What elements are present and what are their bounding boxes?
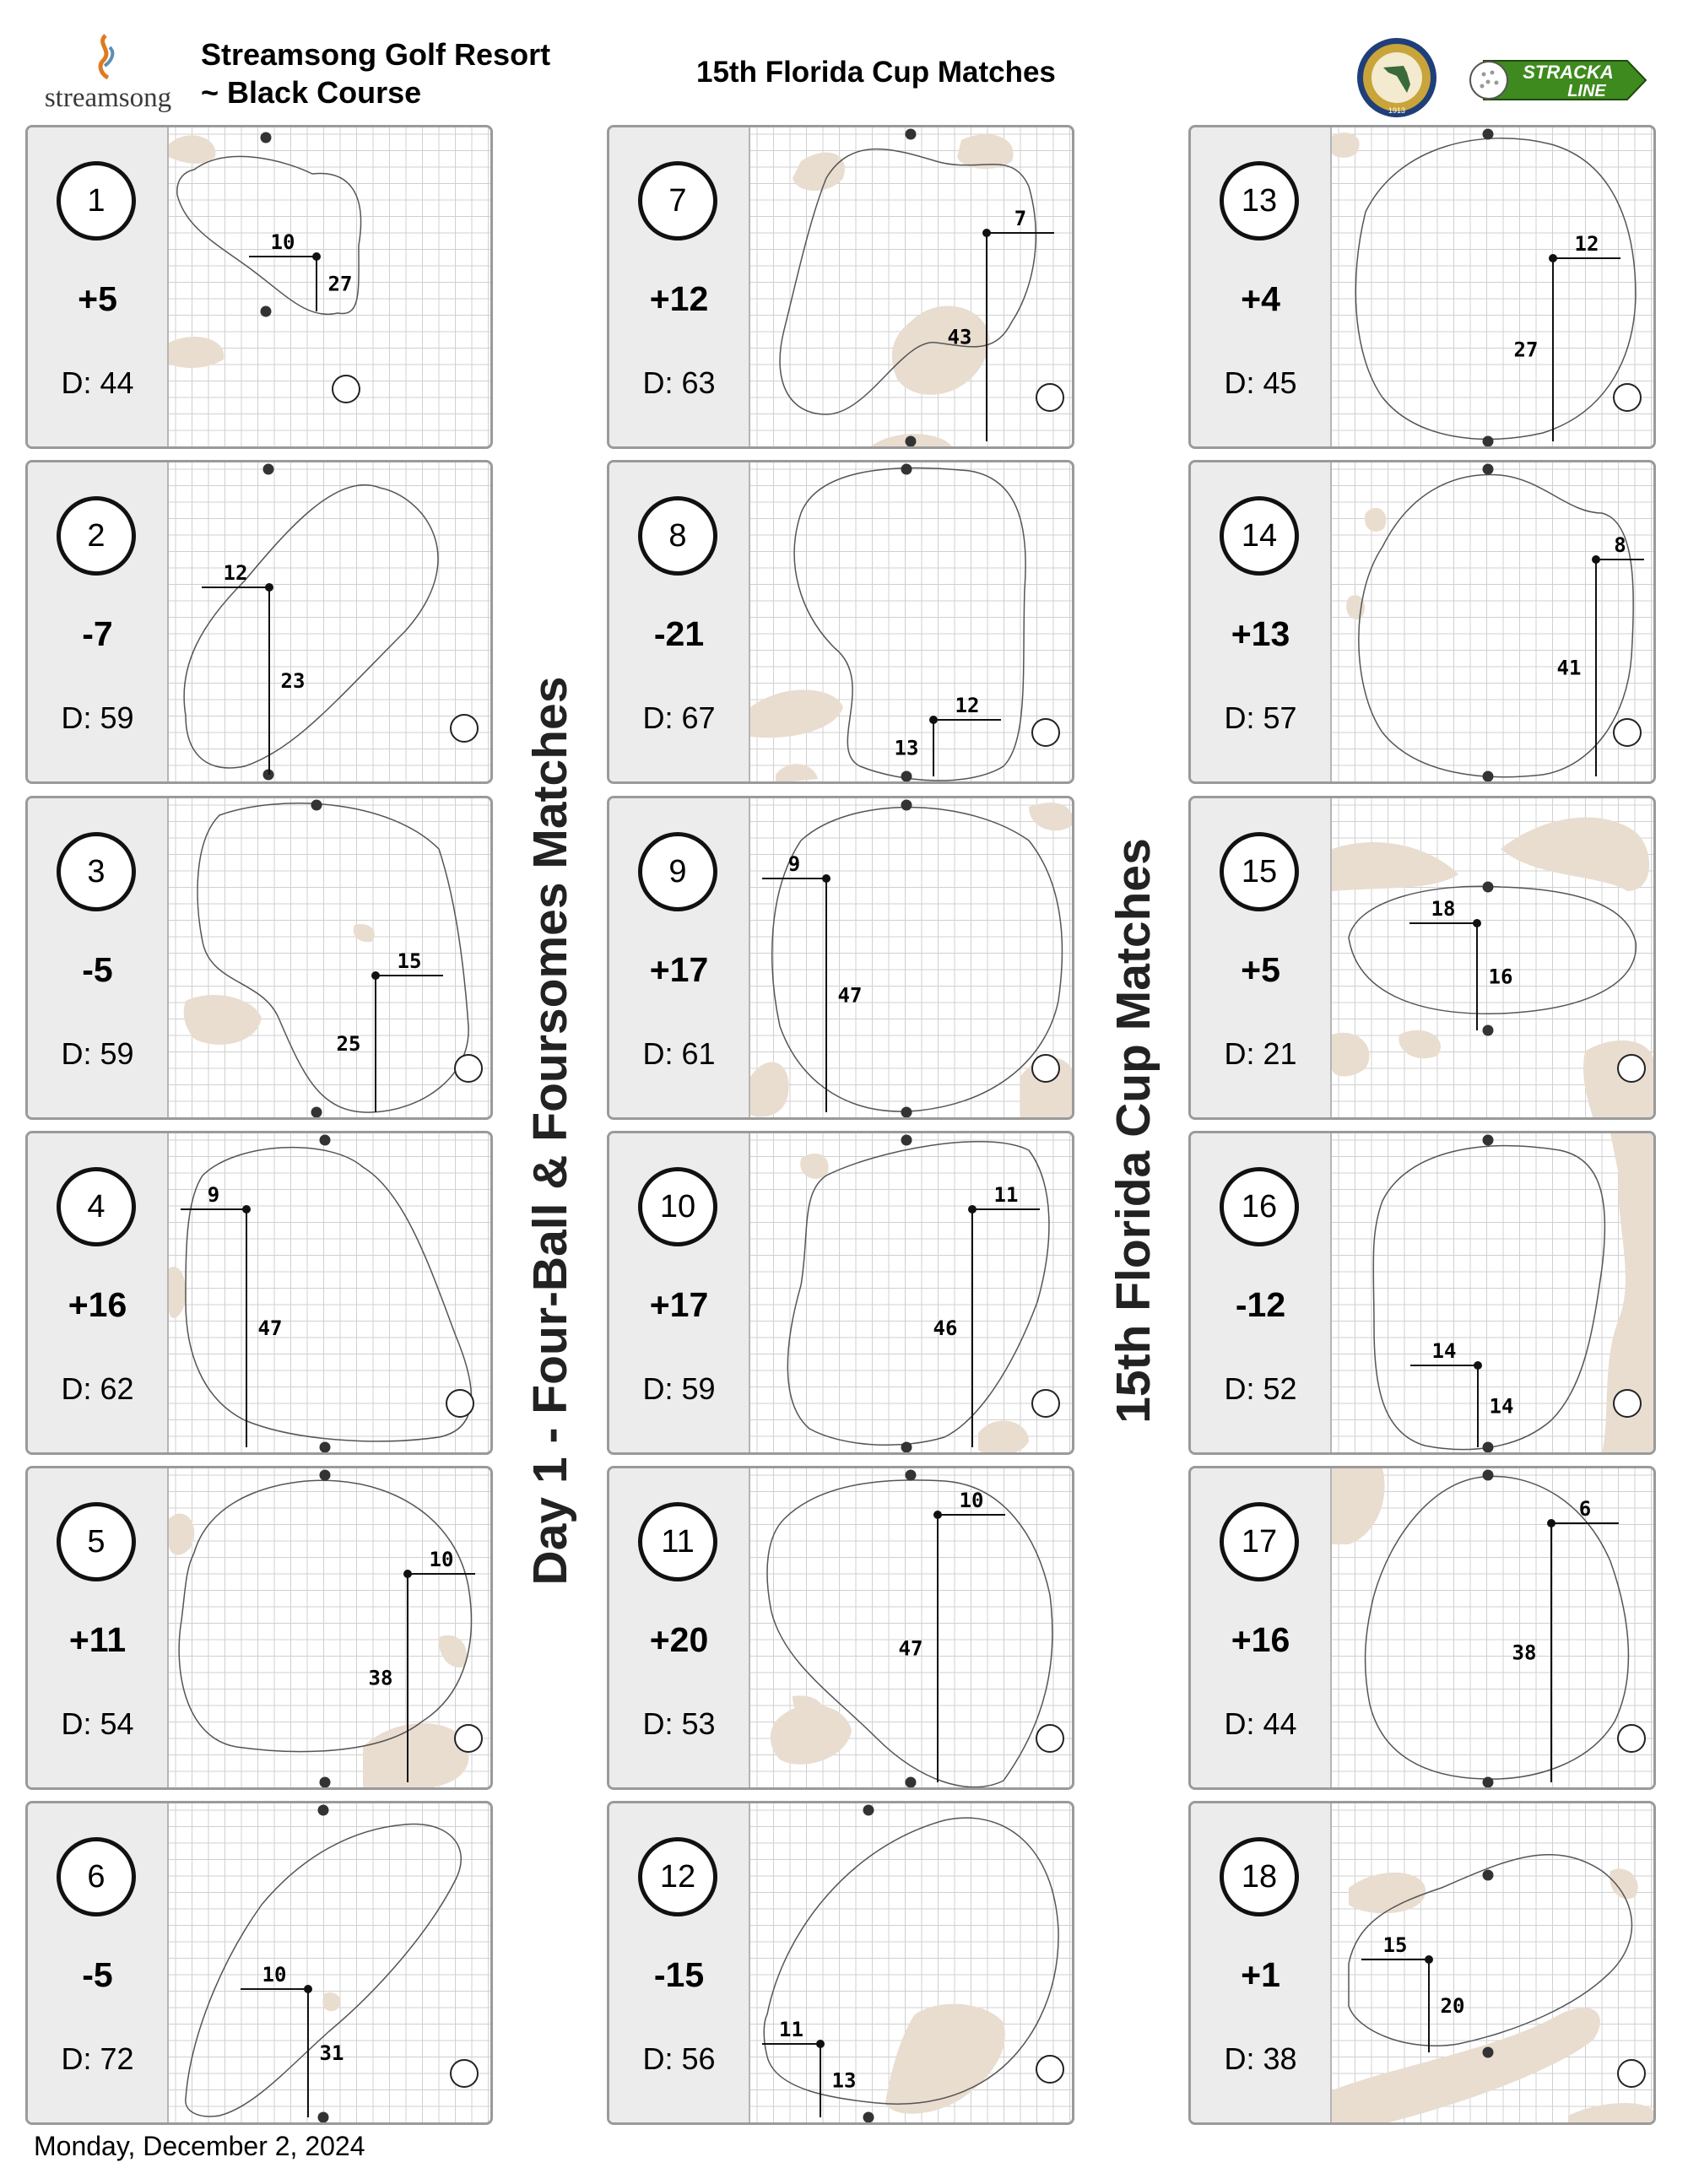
hole-number: 3: [57, 832, 136, 911]
front-distance-label: 38: [368, 1666, 393, 1690]
green-marker: [311, 800, 322, 811]
green-marker: [901, 1107, 912, 1118]
pin-position: +11: [68, 1620, 127, 1659]
hole-info-panel: [609, 462, 750, 781]
green-marker: [1483, 1470, 1494, 1481]
bunker: [978, 1421, 1029, 1454]
bunker: [957, 134, 1014, 169]
side-distance-label: 11: [993, 1183, 1019, 1207]
green-depth: D: 53: [642, 1706, 716, 1741]
florida-state-golf-association-seal-icon: [1355, 35, 1439, 120]
green-outline: [186, 1148, 471, 1441]
compass-icon: [1036, 1725, 1063, 1752]
front-distance-label: 47: [898, 1636, 923, 1661]
green-outline: [772, 808, 1063, 1111]
green-depth: D: 38: [1224, 2041, 1297, 2076]
green-marker: [906, 1777, 917, 1788]
bunker: [1399, 1030, 1441, 1058]
green-depth: D: 21: [1224, 1036, 1297, 1071]
event-title: 15th Florida Cup Matches: [696, 56, 1056, 89]
pin-position: -5: [82, 950, 113, 989]
front-distance-label: 16: [1488, 965, 1513, 989]
green-depth: D: 59: [61, 1036, 134, 1071]
green-diagram: [1332, 798, 1655, 1119]
hole-card-9: [607, 796, 1074, 1120]
pin-location: [982, 229, 991, 237]
green-diagram: [750, 1468, 1074, 1789]
hole-card-16: [1188, 1131, 1656, 1455]
green-marker: [320, 1442, 331, 1453]
side-distance-label: 8: [1614, 533, 1626, 557]
pin-location: [403, 1570, 412, 1578]
bunker: [793, 153, 845, 191]
hole-number: 18: [1220, 1837, 1299, 1916]
front-distance-label: 13: [831, 2068, 857, 2093]
hole-number: 10: [638, 1167, 717, 1246]
green-diagram: [750, 1803, 1074, 2124]
bunker: [1365, 508, 1386, 532]
green-diagram: [750, 462, 1074, 783]
hole-card-8: [607, 460, 1074, 784]
vertical-title-right: 15th Florida Cup Matches: [1106, 838, 1160, 1424]
front-distance-label: 23: [280, 669, 306, 693]
hole-info-panel: [609, 798, 750, 1117]
green-marker: [311, 1107, 322, 1118]
pin-position: -15: [653, 1955, 705, 1994]
pin-position: +12: [649, 279, 709, 318]
hole-number: 7: [638, 161, 717, 241]
hole-card-4: [25, 1131, 493, 1455]
pin-position: +17: [649, 1285, 709, 1324]
hole-number: 11: [638, 1502, 717, 1581]
front-distance-label: 43: [947, 325, 972, 349]
pin-position: +20: [649, 1620, 709, 1659]
side-distance-label: 10: [959, 1489, 984, 1512]
sponsor-top-text: STRACKA: [1523, 62, 1614, 83]
green-marker: [320, 1470, 331, 1481]
bunker: [1332, 1033, 1369, 1077]
hole-info-panel: [28, 1468, 169, 1787]
hole-card-2: [25, 460, 493, 784]
green-marker: [1483, 771, 1494, 782]
green-marker: [320, 1135, 331, 1146]
course-name: Streamsong Golf Resort: [201, 37, 551, 72]
green-diagram: [1332, 1468, 1655, 1789]
green-diagram: [750, 798, 1074, 1119]
hole-number: 4: [57, 1167, 136, 1246]
green-marker: [263, 464, 274, 475]
green-marker: [1483, 1777, 1494, 1788]
hole-card-10: [607, 1131, 1074, 1455]
front-distance-label: 38: [1512, 1641, 1537, 1665]
pin-position: -7: [82, 614, 113, 653]
green-marker: [1483, 464, 1494, 475]
compass-icon: [1032, 719, 1059, 746]
compass-icon: [451, 715, 478, 742]
green-diagram: [169, 1803, 492, 2124]
green-outline: [197, 803, 468, 1112]
green-marker: [318, 1805, 329, 1816]
pin-location: [312, 252, 321, 261]
green-marker: [1483, 436, 1494, 447]
bunker: [169, 337, 224, 368]
green-marker: [318, 2112, 329, 2123]
side-distance-label: 10: [429, 1548, 454, 1571]
compass-icon: [451, 2060, 478, 2087]
hole-info-panel: [609, 1468, 750, 1787]
hole-number: 16: [1220, 1167, 1299, 1246]
front-distance-label: 27: [1513, 338, 1539, 362]
front-distance-label: 46: [933, 1316, 958, 1340]
front-distance-label: 47: [837, 983, 863, 1008]
green-diagram: [169, 798, 492, 1119]
grid: [169, 798, 492, 1119]
hole-info-panel: [609, 127, 750, 446]
green-marker: [261, 132, 272, 143]
green-diagram: [1332, 1803, 1655, 2124]
pin-location: [1474, 1361, 1482, 1370]
green-diagram: [169, 462, 492, 783]
hole-card-7: [607, 125, 1074, 449]
hole-info-panel: [609, 1133, 750, 1452]
compass-icon: [1032, 1055, 1059, 1082]
compass-icon: [446, 1390, 473, 1417]
compass-icon: [1618, 2060, 1645, 2087]
hole-card-12: [607, 1801, 1074, 2125]
green-marker: [863, 2112, 874, 2123]
bunker: [169, 1267, 186, 1318]
side-distance-label: 10: [270, 230, 295, 254]
pin-position: +16: [1231, 1620, 1290, 1659]
vertical-title-left: Day 1 - Four-Ball & Foursomes Matches: [523, 676, 577, 1586]
pin-position: +1: [1241, 1955, 1280, 1994]
bunker: [1029, 803, 1074, 830]
hole-card-5: [25, 1466, 493, 1790]
compass-icon: [1614, 719, 1641, 746]
hole-card-15: [1188, 796, 1656, 1120]
green-marker: [1483, 1135, 1494, 1146]
side-distance-label: 9: [787, 852, 801, 876]
pin-position: +13: [1231, 614, 1290, 653]
grid: [169, 1133, 492, 1454]
bunker: [1501, 818, 1649, 891]
green-depth: D: 57: [1224, 700, 1297, 735]
pin-location: [304, 1985, 312, 1993]
side-distance-label: 11: [779, 2018, 803, 2041]
bunker: [1332, 842, 1458, 891]
pin-location: [1549, 254, 1557, 262]
green-marker: [906, 129, 917, 140]
hole-number: 8: [638, 496, 717, 576]
bunker: [1349, 1873, 1426, 1913]
hole-card-1: [25, 125, 493, 449]
pin-position: +4: [1241, 279, 1280, 318]
green-marker: [1483, 2047, 1494, 2058]
svg-text:1913: 1913: [1388, 106, 1406, 115]
green-depth: D: 44: [1224, 1706, 1297, 1741]
grid: [750, 462, 1074, 783]
bunker: [800, 1154, 828, 1179]
pin-location: [929, 716, 938, 724]
side-distance-label: 12: [955, 694, 980, 717]
green-marker: [901, 464, 912, 475]
hole-number: 5: [57, 1502, 136, 1581]
hole-info-panel: [1191, 462, 1332, 781]
pin-location: [822, 874, 830, 883]
pin-position: +5: [78, 279, 117, 318]
bunker: [363, 1723, 469, 1789]
side-distance-label: 14: [1431, 1339, 1457, 1363]
bunker: [322, 1992, 340, 2011]
hole-card-3: [25, 796, 493, 1120]
hole-number: 9: [638, 832, 717, 911]
pin-location: [242, 1205, 251, 1214]
side-distance-label: 7: [1014, 207, 1027, 230]
hole-info-panel: [28, 1133, 169, 1452]
side-distance-label: 9: [207, 1183, 220, 1207]
green-diagram: [1332, 462, 1655, 783]
green-outline: [179, 1480, 471, 1751]
front-distance-label: 27: [327, 272, 353, 296]
stracka-line-logo: [1467, 54, 1648, 106]
green-diagram: [750, 127, 1074, 448]
pin-position: +16: [68, 1285, 127, 1324]
course-subname: ~ Black Course: [201, 75, 422, 110]
green-diagram: [169, 1133, 492, 1454]
pin-location: [968, 1205, 977, 1214]
pin-location: [1547, 1519, 1555, 1527]
hole-info-panel: [28, 127, 169, 446]
hole-number: 6: [57, 1837, 136, 1916]
hole-number: 14: [1220, 496, 1299, 576]
hole-info-panel: [28, 462, 169, 781]
green-marker: [901, 1135, 912, 1146]
grid: [1332, 127, 1655, 448]
bunker: [776, 764, 818, 783]
compass-icon: [1614, 384, 1641, 411]
bunker: [1332, 1468, 1385, 1544]
green-marker: [1483, 129, 1494, 140]
green-depth: D: 52: [1224, 1371, 1297, 1406]
hole-info-panel: [609, 1803, 750, 2122]
hole-info-panel: [28, 1803, 169, 2122]
hole-number: 15: [1220, 832, 1299, 911]
hole-info-panel: [1191, 798, 1332, 1117]
green-marker: [1483, 1025, 1494, 1036]
hole-card-6: [25, 1801, 493, 2125]
hole-number: 2: [57, 496, 136, 576]
side-distance-label: 15: [1382, 1933, 1408, 1957]
front-distance-label: 13: [894, 736, 919, 760]
pin-location: [371, 971, 380, 980]
hole-number: 17: [1220, 1502, 1299, 1581]
green-marker: [261, 306, 272, 317]
bunker: [750, 1062, 789, 1117]
compass-icon: [1614, 1390, 1641, 1417]
hole-card-17: [1188, 1466, 1656, 1790]
streamsong-logo: [32, 32, 184, 121]
pin-location: [1425, 1955, 1433, 1964]
green-marker: [906, 436, 917, 447]
front-distance-label: 25: [336, 1032, 361, 1056]
pin-location: [1592, 555, 1600, 564]
course-title: [201, 35, 550, 111]
green-diagram: [750, 1133, 1074, 1454]
grid: [169, 1803, 492, 2124]
side-distance-label: 10: [262, 1963, 287, 1987]
green-outline: [1349, 886, 1636, 1014]
pin-location: [933, 1511, 942, 1519]
compass-icon: [1036, 384, 1063, 411]
hole-number: 12: [638, 1837, 717, 1916]
sponsor-bottom-text: LINE: [1567, 82, 1606, 100]
hole-number: 1: [57, 161, 136, 241]
side-distance-label: 12: [1574, 232, 1599, 256]
green-depth: D: 59: [642, 1371, 716, 1406]
green-depth: D: 63: [642, 365, 716, 400]
green-outline: [1359, 474, 1633, 776]
pin-position: -12: [1235, 1285, 1286, 1324]
side-distance-label: 15: [397, 949, 422, 973]
hole-info-panel: [1191, 127, 1332, 446]
green-depth: D: 54: [61, 1706, 134, 1741]
bunker: [1583, 1041, 1655, 1119]
green-marker: [901, 1442, 912, 1453]
front-distance-label: 31: [319, 2041, 344, 2065]
green-marker: [901, 800, 912, 811]
green-marker: [320, 1777, 331, 1788]
bunker: [1332, 132, 1360, 158]
green-diagram: [169, 1468, 492, 1789]
compass-icon: [455, 1055, 482, 1082]
green-depth: D: 44: [61, 365, 134, 400]
hole-info-panel: [1191, 1133, 1332, 1452]
pin-position: -5: [82, 1955, 113, 1994]
compass-icon: [333, 376, 360, 403]
bunker: [169, 1513, 194, 1554]
green-depth: D: 62: [61, 1371, 134, 1406]
hole-info-panel: [28, 798, 169, 1117]
green-outline: [184, 485, 438, 768]
front-distance-label: 14: [1489, 1394, 1514, 1419]
front-distance-label: 20: [1440, 1994, 1465, 2018]
pin-position: +5: [1241, 950, 1280, 989]
hole-card-14: [1188, 460, 1656, 784]
green-depth: D: 59: [61, 700, 134, 735]
green-marker: [1483, 1870, 1494, 1881]
green-depth: D: 45: [1224, 365, 1297, 400]
hole-card-13: [1188, 125, 1656, 449]
front-distance-label: 47: [257, 1316, 283, 1340]
logo-wordmark: streamsong: [44, 83, 172, 113]
streamsong-flame-icon: [84, 32, 127, 83]
side-distance-label: 12: [223, 561, 248, 585]
bunker: [750, 689, 843, 738]
side-distance-label: 18: [1431, 897, 1456, 921]
green-diagram: [169, 127, 492, 448]
hole-number: 13: [1220, 161, 1299, 241]
green-marker: [1483, 882, 1494, 893]
compass-icon: [1618, 1055, 1645, 1082]
compass-icon: [1032, 1390, 1059, 1417]
compass-icon: [455, 1725, 482, 1752]
compass-icon: [1618, 1725, 1645, 1752]
footer-date: Monday, December 2, 2024: [34, 2131, 365, 2161]
green-depth: D: 67: [642, 700, 716, 735]
green-outline: [794, 468, 1025, 781]
grid: [1332, 1468, 1655, 1789]
green-depth: D: 61: [642, 1036, 716, 1071]
bunker: [892, 305, 990, 394]
pin-position: +17: [649, 950, 709, 989]
green-depth: D: 56: [642, 2041, 716, 2076]
green-marker: [901, 771, 912, 782]
pin-location: [816, 2040, 825, 2048]
compass-icon: [1036, 2056, 1063, 2083]
green-marker: [863, 1805, 874, 1816]
pin-location: [265, 583, 273, 592]
green-diagram: [1332, 127, 1655, 448]
green-depth: D: 72: [61, 2041, 134, 2076]
hole-card-18: [1188, 1801, 1656, 2125]
pin-position: -21: [653, 614, 705, 653]
pin-location: [1473, 919, 1481, 927]
green-marker: [1483, 1442, 1494, 1453]
grid: [169, 462, 492, 783]
green-diagram: [1332, 1133, 1655, 1454]
green-marker: [906, 1470, 917, 1481]
hole-info-panel: [1191, 1803, 1332, 2122]
front-distance-label: 41: [1556, 656, 1582, 680]
hole-card-11: [607, 1466, 1074, 1790]
hole-info-panel: [1191, 1468, 1332, 1787]
side-distance-label: 6: [1578, 1497, 1592, 1521]
